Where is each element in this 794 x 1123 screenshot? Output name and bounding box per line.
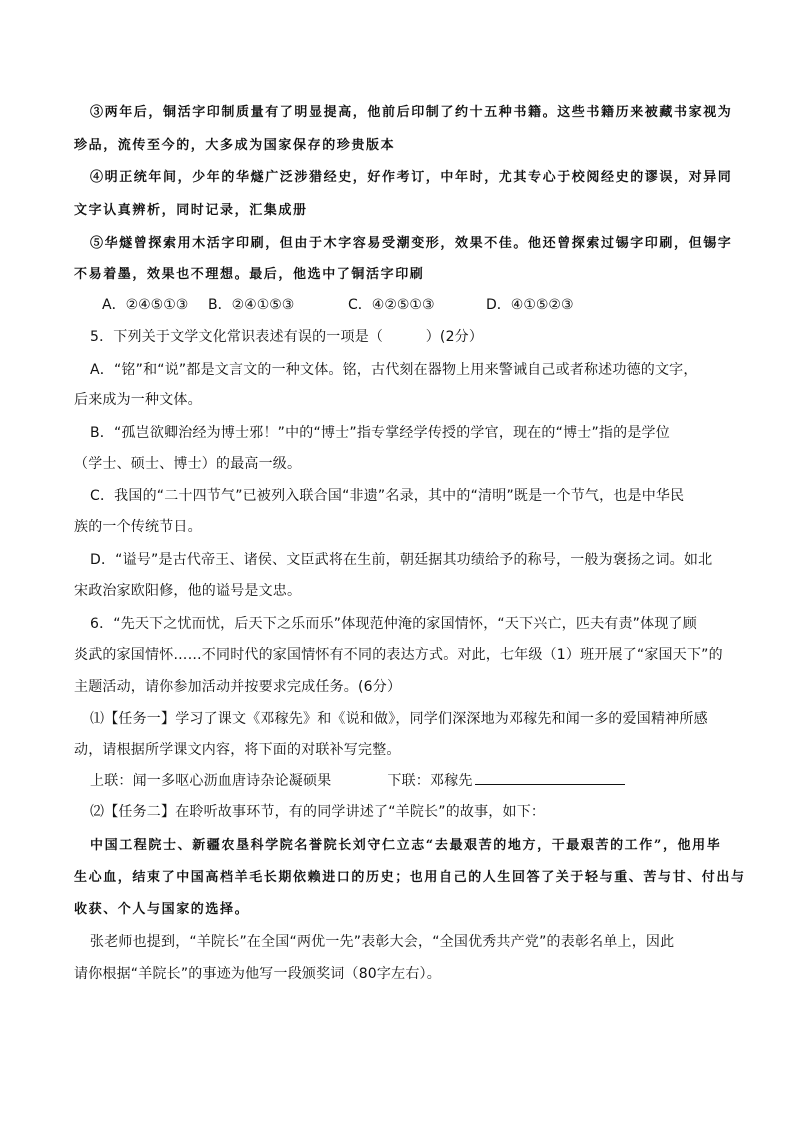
sentence-4-line-1: ④明正统年间，少年的华燧广泛涉猎经史，好作考订，中年时，尤其专心于校阅经史的谬误，对异同 [90, 170, 733, 185]
q5-option-a-line-2: 后来成为一种文体。 [74, 392, 202, 408]
sentence-5-line-2: 不易着墨，效果也不理想。最后，他选中了铜活字印刷 [74, 267, 425, 282]
award-speech-line-2: 请你根据“羊院长”的事迹为他写一段颁奖词（80字左右）。 [74, 966, 441, 982]
lower-couplet-label: 下联：邓稼先 [387, 773, 473, 789]
q5-option-a-line-1: A．“铭”和“说”都是文言文的一种文体。铭，古代刻在器物上用来警诫自己或者称述功德的文字， [90, 362, 698, 378]
q5-option-c-line-1: C．我国的“二十四节气”已被列入联合国“非遗”名录，其中的“清明”既是一个节气，也是中华民 [90, 488, 685, 504]
q4-option-b: B．②④①⑤③ [208, 297, 295, 313]
q5-option-d-line-2: 宋政治家欧阳修，他的谥号是文忠。 [74, 583, 302, 599]
task-1-line-2: 动，请根据所学课文内容，将下面的对联补写完整。 [74, 742, 401, 758]
award-speech-line-1: 张老师也提到，“羊院长”在全国“两优一先”表彰大会，“全国优秀共产党”的表彰名单上，因此 [90, 934, 675, 950]
sentence-3-line-2: 珍品，流传至今的，大多成为国家保存的珍贵版本 [74, 138, 396, 153]
q4-option-c: C．④②⑤①③ [348, 297, 435, 313]
q5-option-c-line-2: 族的一个传统节日。 [74, 519, 202, 535]
task-1-line-1: ⑴【任务一】学习了课文《邓稼先》和《说和做》，同学们深深地为邓稼先和闻一多的爱国精神所感 [90, 711, 708, 727]
q4-option-d: D．④①⑤②③ [486, 297, 574, 313]
q6-prompt-line-1: 6．“先天下之忧而忧，后天下之乐而乐”体现范仲淹的家国情怀，“天下兴亡，匹夫有责”体现了顾 [90, 616, 697, 632]
sentence-5-line-1: ⑤华燧曾探索用木活字印刷，但由于木字容易受潮变形，效果不佳。他还曾探索过锡字印刷，但锡字 [90, 236, 733, 251]
story-line-1: 中国工程院士、新疆农垦科学院名誉院长刘守仁立志“去最艰苦的地方，干最艰苦的工作”，他用毕 [90, 838, 722, 853]
task-2-line: ⑵【任务二】在聆听故事环节，有的同学讲述了“羊院长”的故事，如下： [90, 804, 546, 820]
q5-stem: 5．下列关于文学文化常识表述有误的一项是（ ）(2分） [90, 329, 484, 345]
couplet-row [90, 770, 625, 790]
story-line-2: 生心血，结束了中国高档羊毛长期依赖进口的历史；也用自己的人生回答了关于轻与重、苦与甘、付出与 [74, 870, 746, 885]
q5-option-d-line-1: D．“谥号”是古代帝王、诸侯、文臣武将在生前，朝廷据其功绩给予的称号，一般为褒扬之词。如北 [90, 552, 713, 568]
sentence-4-line-2: 文字认真辨析，同时记录，汇集成册 [74, 203, 308, 218]
q4-option-a: A．②④⑤①③ [102, 297, 189, 313]
story-line-3: 收获、个人与国家的选择。 [74, 902, 250, 917]
sentence-3-line-1: ③两年后，铜活字印制质量有了明显提高，他前后印制了约十五种书籍。这些书籍历来被藏书家视为 [90, 105, 733, 120]
q5-option-b-line-2: （学士、硕士、博士）的最高一级。 [74, 456, 302, 472]
q5-option-b-line-1: B．“孤岂欲卿治经为博士邪！”中的“博士”指专掌经学传授的学官，现在的“博士”指的是学位 [90, 425, 670, 441]
q6-prompt-line-2: 炎武的家国情怀……不同时代的家国情怀有不同的表达方式。对此，七年级（1）班开展了“家国天下”的 [74, 647, 723, 663]
lower-couplet-blank[interactable] [475, 770, 625, 785]
q6-prompt-line-3: 主题活动，请你参加活动并按要求完成任务。(6分） [74, 679, 402, 695]
upper-couplet: 上联：闻一多呕心沥血唐诗杂论凝硕果 [90, 773, 332, 789]
